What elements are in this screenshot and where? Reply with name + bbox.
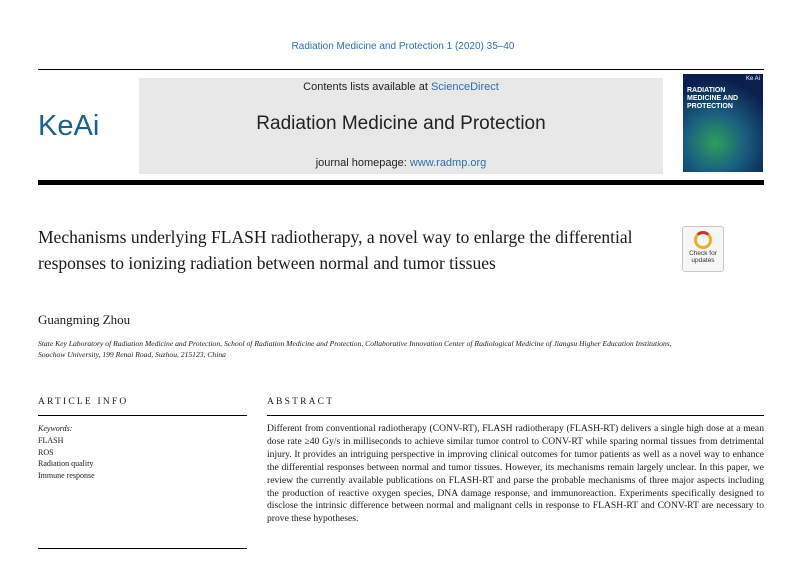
check-updates-icon	[694, 231, 712, 249]
author-name[interactable]: Guangming Zhou	[38, 312, 131, 327]
abstract-divider	[267, 415, 764, 416]
contents-prefix: Contents lists available at	[303, 81, 431, 93]
homepage-line	[139, 157, 663, 169]
keyword-item: FLASH	[38, 436, 64, 445]
keyword-item: Radiation quality	[38, 459, 94, 468]
abstract-heading: ABSTRACT	[267, 397, 335, 407]
cover-publisher-logo: Ke Ai	[745, 76, 760, 82]
homepage-link[interactable]: www.radmp.org	[409, 157, 487, 169]
keywords-list	[38, 435, 95, 481]
sciencedirect-link[interactable]: ScienceDirect	[430, 81, 499, 93]
keyword-item: Immune response	[38, 470, 95, 480]
article-title: Mechanisms underlying FLASH radiotherapy, a novel way to enlarge the differential responses to ionizing radiation between normal and tumor tissues	[38, 227, 633, 273]
header-thick-divider	[38, 180, 764, 185]
article-info-divider	[38, 415, 247, 416]
publisher-logo[interactable]	[38, 110, 99, 143]
check-for-updates-badge[interactable]	[682, 226, 724, 272]
publisher-logo-text: KeAi	[38, 110, 100, 142]
keyword-item: ROS	[38, 447, 54, 457]
check-updates-label: Check for updates	[689, 250, 717, 264]
abstract-text: Different from conventional radiotherapy (CONV-RT), FLASH radiotherapy (FLASH-RT) delivers a single high dose at a mean dose rate ≥40 Gy/s in milliseconds to achieve similar tumor control to CONV-RT while sparing normal tissues from detrimental injury. It provides an intriguing perspective in improving clinical outcomes for tumor patients as well as a novel way to enhance the differential responses between normal and tumor tissues. However, its mechanisms remain largely unclear. In this paper, we review the currently available publications on FLASH-RT and parse the probable mechanisms of three major aspects including the production of reactive oxygen species, DNA damage response, and immunoreaction. Experiments specifically designed to disclose the intrinsic difference between normal and malignant cells in response to FLASH-RT and CONV-RT are necessary to prove these hypotheses.	[267, 423, 764, 525]
journal-citation[interactable]: Radiation Medicine and Protection 1 (2020) 35–40	[291, 41, 515, 52]
contents-line	[139, 81, 663, 93]
keywords-label: Keywords:	[38, 424, 73, 433]
journal-cover-image[interactable]	[683, 74, 763, 172]
author-affiliation: State Key Laboratory of Radiation Medicine and Protection, School of Radiation Medicine and Protection, Collaborative Innovation Center of Radiological Medicine of Jiangsu Higher Education Institutions, Soochow University, 199 Renai Road, Suzhou, 215123, China	[38, 339, 672, 359]
homepage-prefix: journal homepage:	[315, 157, 410, 169]
journal-title: Radiation Medicine and Protection	[256, 113, 546, 134]
header-divider	[38, 69, 764, 70]
article-info-heading: ARTICLE INFO	[38, 397, 129, 407]
cover-title: RADIATION MEDICINE AND PROTECTION	[687, 87, 739, 110]
article-info-bottom-divider	[38, 548, 247, 549]
